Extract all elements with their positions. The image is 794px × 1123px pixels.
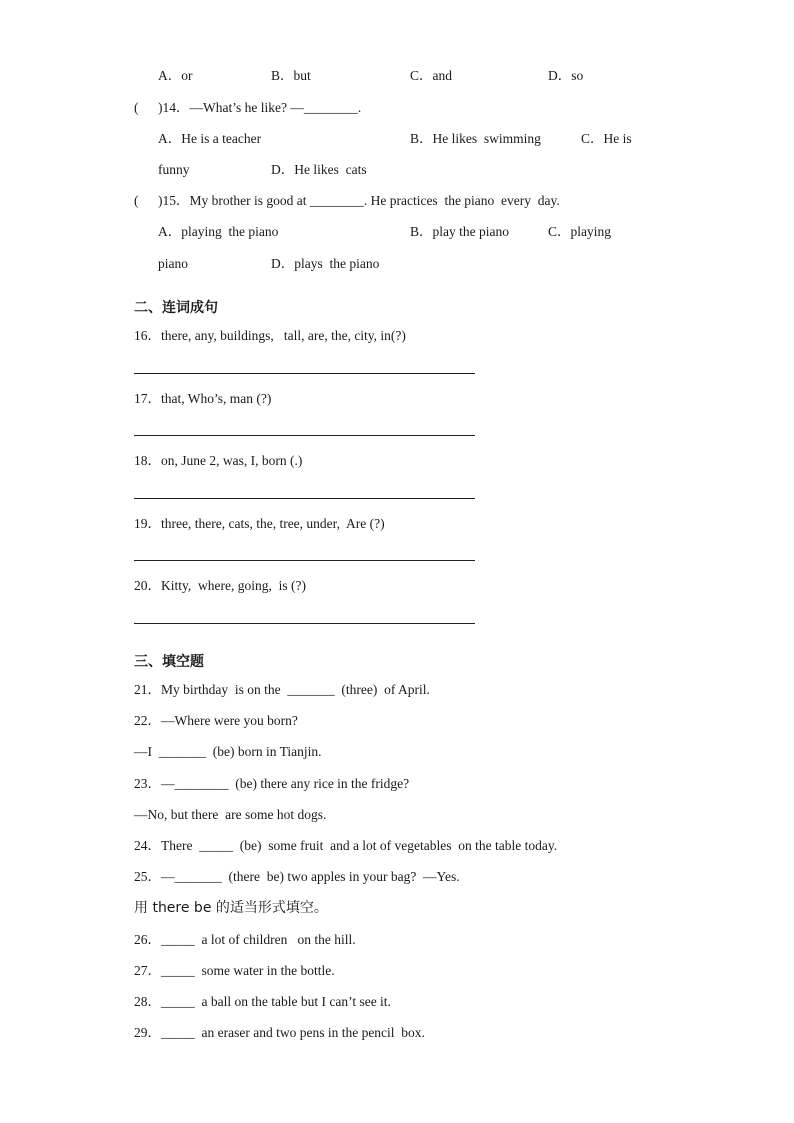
q14-option-c-cont: funny bbox=[158, 162, 190, 177]
section3-line-22-answer: —I _______ (be) born in Tianjin. bbox=[134, 744, 322, 759]
q15-option-a: A．playing the piano bbox=[158, 224, 279, 239]
section3-line-26: 26．_____ a lot of children on the hill. bbox=[134, 932, 356, 947]
q15-option-c: C．playing bbox=[548, 224, 611, 239]
section2-item-16: 16．there, any, buildings, tall, are, the, city, in(?) bbox=[134, 328, 406, 343]
q15-paren: ( bbox=[134, 193, 139, 208]
section3-instruction: 用 there be 的适当形式填空。 bbox=[134, 900, 328, 916]
q15-option-d: D．plays the piano bbox=[271, 256, 380, 271]
section2-item-17: 17．that, Who’s, man (?) bbox=[134, 391, 272, 406]
q14-option-a: A．He is a teacher bbox=[158, 131, 262, 146]
section3-line-27: 27．_____ some water in the bottle. bbox=[134, 963, 335, 978]
answer-line-18[interactable] bbox=[134, 498, 475, 499]
answer-line-17[interactable] bbox=[134, 435, 475, 436]
q14-option-b: B．He likes swimming bbox=[410, 131, 541, 146]
q13-option-c: C．and bbox=[410, 68, 452, 83]
answer-line-19[interactable] bbox=[134, 560, 475, 561]
section3-line-25: 25．—_______ (there be) two apples in your bag? —Yes. bbox=[134, 869, 460, 884]
q15-option-b: B．play the piano bbox=[410, 224, 509, 239]
q15-option-c-cont: piano bbox=[158, 256, 188, 271]
q13-option-d: D．so bbox=[548, 68, 584, 83]
answer-line-16[interactable] bbox=[134, 373, 475, 374]
q15-stem: )15．My brother is good at ________. He practices the piano every day. bbox=[158, 193, 560, 208]
answer-line-20[interactable] bbox=[134, 623, 475, 624]
q14-stem: )14．—What’s he like? —________. bbox=[158, 100, 362, 115]
section2-item-19: 19．three, there, cats, the, tree, under, Are (?) bbox=[134, 516, 385, 531]
q13-option-a: A．or bbox=[158, 68, 193, 83]
section2-title: 二、连词成句 bbox=[134, 300, 218, 316]
section3-title: 三、填空题 bbox=[134, 654, 204, 670]
section3-line-29: 29．_____ an eraser and two pens in the pencil box. bbox=[134, 1025, 425, 1040]
section3-line-23-answer: —No, but there are some hot dogs. bbox=[134, 807, 327, 822]
section3-line-28: 28．_____ a ball on the table but I can’t see it. bbox=[134, 994, 391, 1009]
section3-line-23: 23．—________ (be) there any rice in the fridge? bbox=[134, 776, 410, 791]
q13-option-b: B．but bbox=[271, 68, 311, 83]
section3-line-24: 24．There _____ (be) some fruit and a lot of vegetables on the table today. bbox=[134, 838, 558, 853]
section2-item-18: 18．on, June 2, was, I, born (.) bbox=[134, 453, 303, 468]
q14-option-d: D．He likes cats bbox=[271, 162, 367, 177]
q14-paren: ( bbox=[134, 100, 139, 115]
section3-line-22: 22．—Where were you born? bbox=[134, 713, 298, 728]
section3-line-21: 21．My birthday is on the _______ (three) of April. bbox=[134, 682, 430, 697]
q14-option-c: C．He is bbox=[581, 131, 632, 146]
section2-item-20: 20．Kitty, where, going, is (?) bbox=[134, 578, 306, 593]
